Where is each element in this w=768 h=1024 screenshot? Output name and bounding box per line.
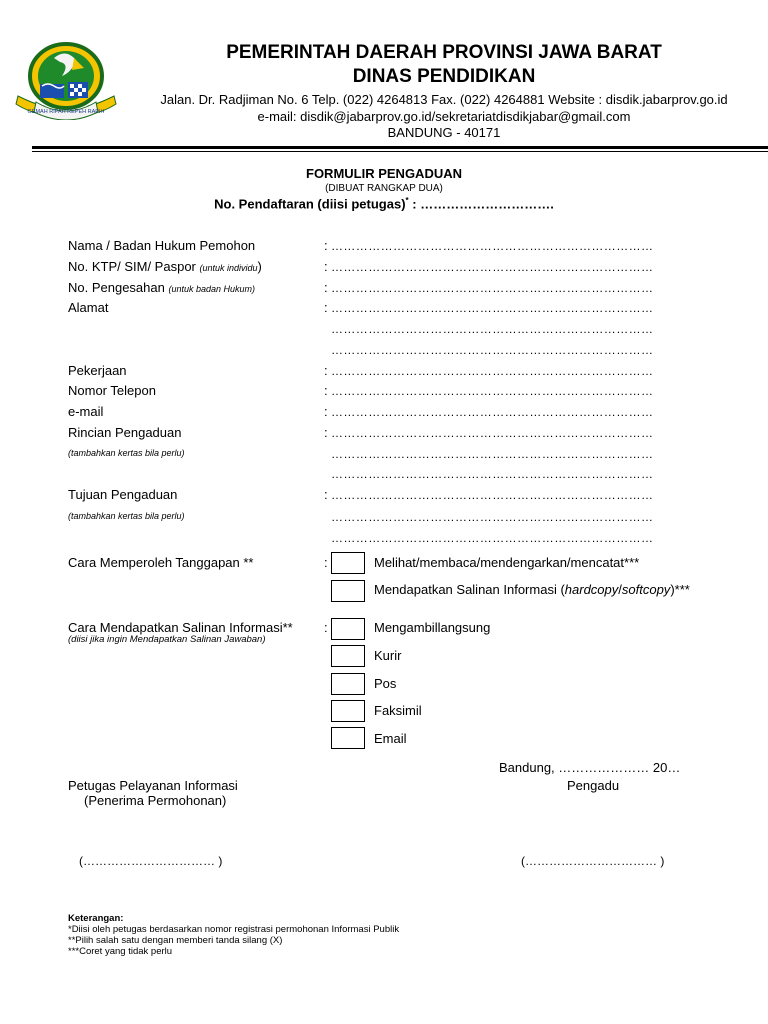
colon: : (324, 238, 328, 253)
header-city: BANDUNG - 40171 (387, 125, 501, 140)
header-divider-thin (32, 151, 768, 152)
salinan-suffix: )*** (670, 582, 690, 597)
field-blank-alamat-3[interactable]: …………………………………………………………………… (331, 343, 654, 357)
option-salinan-ambil: Mengambillangsung (374, 620, 491, 635)
field-blank-tujuan-2[interactable]: …………………………………………………………………… (331, 510, 654, 524)
ktp-note: (untuk individu (199, 263, 258, 273)
slash: / (618, 582, 622, 597)
option-tanggapan-salinan (374, 582, 690, 597)
softcopy-text: softcopy (621, 582, 671, 597)
colon: : (324, 300, 328, 315)
field-blank-ktp[interactable]: …………………………………………………………………… (331, 260, 654, 274)
registration-number-line (0, 196, 768, 211)
tujuan-note: (tambahkan kertas bila perlu) (68, 511, 185, 521)
field-blank-alamat-1[interactable]: …………………………………………………………………… (331, 301, 654, 315)
colon: : (324, 280, 328, 295)
checkbox-salinan-email[interactable] (331, 727, 365, 749)
colon: : (324, 487, 328, 502)
colon: : (324, 620, 328, 635)
option-salinan-email: Email (374, 731, 407, 746)
field-blank-email[interactable]: …………………………………………………………………… (331, 405, 654, 419)
salinan-text: Mendapatkan Salinan Informasi ( (374, 582, 565, 597)
checkbox-salinan-pos[interactable] (331, 673, 365, 695)
field-blank-nama[interactable]: …………………………………………………………………… (331, 239, 654, 253)
field-label-pengesahan (68, 280, 255, 295)
header-email: e-mail: disdik@jabarprov.go.id/sekretariatdisdikjabar@gmail.com (257, 109, 631, 124)
signature-left-subtitle: (Penerima Permohonan) (84, 793, 227, 808)
field-label-pekerjaan: Pekerjaan (68, 363, 127, 378)
colon: : (324, 555, 328, 570)
header-department-name: DINAS PENDIDIKAN (352, 66, 536, 87)
logo-motto: GEMAH RIPAH REPEH RAPIH (27, 109, 105, 115)
field-blank-telepon[interactable]: …………………………………………………………………… (331, 384, 654, 398)
field-label-nama: Nama / Badan Hukum Pemohon (68, 238, 256, 253)
ktp-label-text: No. KTP/ SIM/ Paspor (68, 259, 196, 274)
colon: : (324, 259, 328, 274)
colon: : (324, 383, 328, 398)
colon: : (324, 363, 328, 378)
pengesahan-label-text: No. Pengesahan (68, 280, 165, 295)
checkbox-salinan-kurir[interactable] (331, 645, 365, 667)
field-label-tujuan: Tujuan Pengaduan (68, 487, 178, 502)
header-government-name: PEMERINTAH DAERAH PROVINSI JAWA BARAT (226, 42, 662, 63)
option-salinan-faksimil: Faksimil (374, 703, 422, 718)
jawa-barat-crest-logo (14, 36, 118, 120)
header-address: Jalan. Dr. Radjiman No. 6 Telp. (022) 4264813 Fax. (022) 4264881 Website : disdik.jabarprov.go.id (160, 92, 728, 107)
footer-note-2: **Pilih salah satu dengan memberi tanda silang (X) (68, 935, 283, 946)
option-salinan-kurir: Kurir (374, 648, 402, 663)
form-subtitle: (DIBUAT RANGKAP DUA) (325, 183, 443, 194)
footer-heading: Keterangan: (68, 913, 124, 924)
field-blank-pekerjaan[interactable]: …………………………………………………………………… (331, 364, 654, 378)
field-label-alamat: Alamat (68, 300, 109, 315)
field-blank-tujuan-1[interactable]: …………………………………………………………………… (331, 488, 654, 502)
field-label-cara-tanggapan: Cara Memperoleh Tanggapan ** (68, 555, 254, 570)
field-blank-rincian-2[interactable]: …………………………………………………………………… (331, 447, 654, 461)
registration-number-label: No. Pendaftaran (diisi petugas) (214, 196, 406, 212)
signature-right-blank[interactable]: (…………………………… ) (521, 854, 665, 868)
field-blank-rincian-3[interactable]: …………………………………………………………………… (331, 467, 654, 481)
signature-right-title: Pengadu (567, 778, 620, 793)
rincian-note: (tambahkan kertas bila perlu) (68, 448, 185, 458)
signature-left-title: Petugas Pelayanan Informasi (68, 778, 238, 793)
footer-note-3: ***Coret yang tidak perlu (68, 946, 173, 957)
registration-number-mark: * (405, 196, 409, 205)
registration-number-blank[interactable]: : …………………………. (412, 196, 554, 212)
field-blank-alamat-2[interactable]: …………………………………………………………………… (331, 322, 654, 336)
colon: : (324, 425, 328, 440)
field-blank-tujuan-3[interactable]: …………………………………………………………………… (331, 531, 654, 545)
ktp-close: ) (257, 259, 262, 274)
option-salinan-pos: Pos (374, 676, 397, 691)
field-blank-pengesahan[interactable]: …………………………………………………………………… (331, 281, 654, 295)
field-label-cara-salinan: Cara Mendapatkan Salinan Informasi** (68, 620, 293, 635)
header-divider-thick (32, 146, 768, 149)
colon: : (324, 404, 328, 419)
signature-left-blank[interactable]: (…………………………… ) (79, 854, 223, 868)
checkbox-tanggapan-melihat[interactable] (331, 552, 365, 574)
option-tanggapan-melihat: Melihat/membaca/mendengarkan/mencatat*** (374, 555, 640, 570)
field-blank-rincian-1[interactable]: …………………………………………………………………… (331, 426, 654, 440)
hardcopy-text: hardcopy (564, 582, 619, 597)
signature-date[interactable]: Bandung, ………………… 20… (499, 760, 681, 775)
pengesahan-note: (untuk badan Hukum) (168, 284, 256, 294)
field-label-email: e-mail (68, 404, 104, 419)
checkbox-tanggapan-salinan[interactable] (331, 580, 365, 602)
footer-note-1: *Diisi oleh petugas berdasarkan nomor registrasi permohonan Informasi Publik (68, 924, 400, 935)
cara-salinan-note: (diisi jika ingin Mendapatkan Salinan Jawaban) (68, 634, 266, 645)
field-label-telepon: Nomor Telepon (68, 383, 156, 398)
form-title: FORMULIR PENGADUAN (306, 166, 462, 181)
field-label-ktp (68, 259, 262, 274)
field-label-rincian: Rincian Pengaduan (68, 425, 182, 440)
checkbox-salinan-ambil[interactable] (331, 618, 365, 640)
checkbox-salinan-faksimil[interactable] (331, 700, 365, 722)
